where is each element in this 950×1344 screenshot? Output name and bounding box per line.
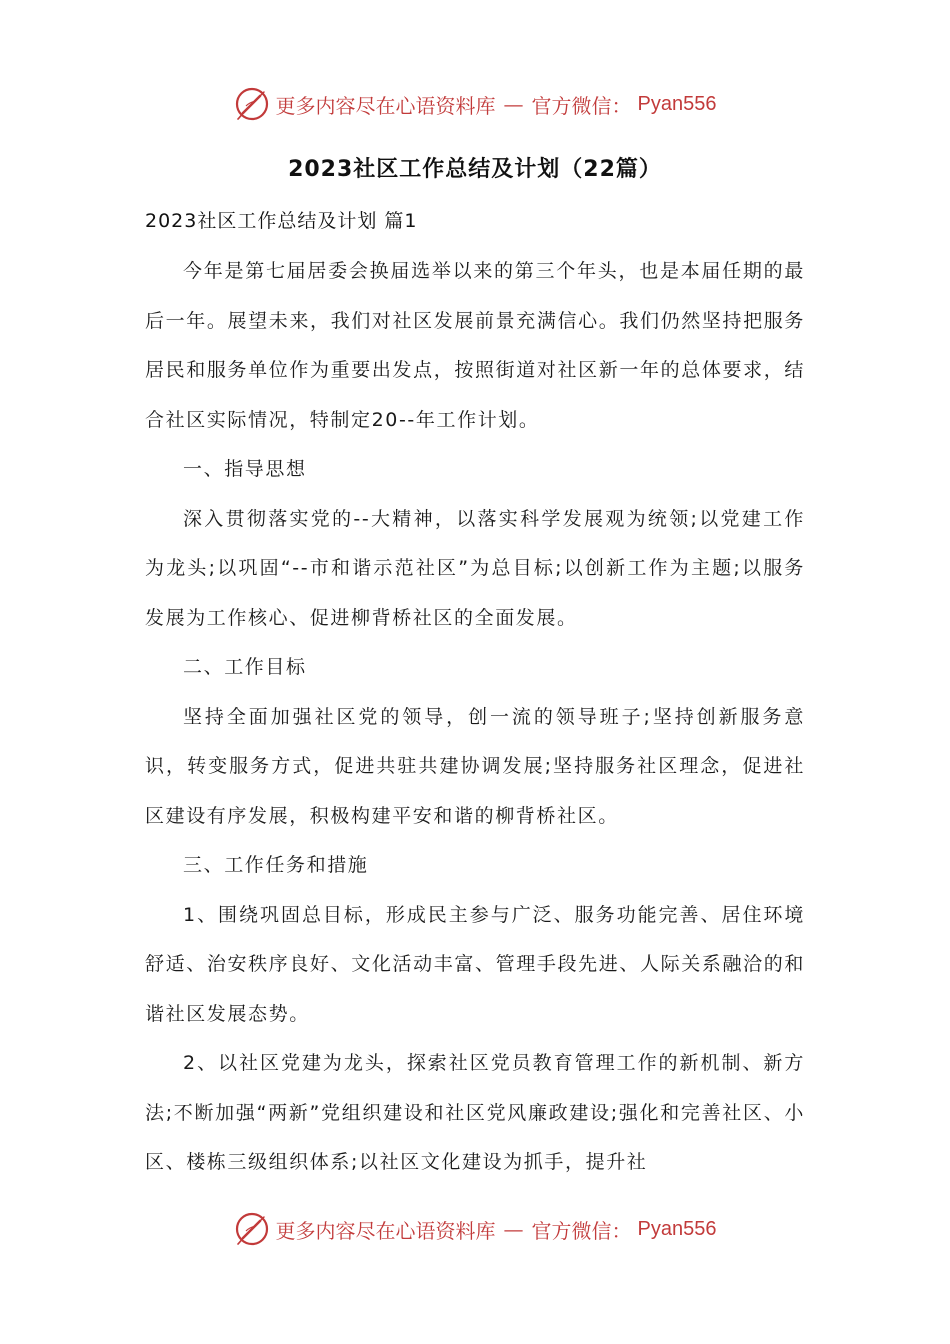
paragraph-work-goals: 坚持全面加强社区党的领导，创一流的领导班子;坚持创新服务意识，转变服务方式，促进共驻共建协调发展;坚持服务社区理念，促进社区建设有序发展，积极构建平安和谐的柳背桥社区。 <box>145 705 805 827</box>
paragraph-task-1: 1、围绕巩固总目标，形成民主参与广泛、服务功能完善、居住环境舒适、治安秩序良好、文化活动丰富、管理手段先进、人际关系融洽的和谐社区发展态势。 <box>145 903 805 1025</box>
pen-logo-icon <box>234 1211 270 1247</box>
watermark-wechat-label: 官方微信： <box>531 1218 632 1243</box>
heading-work-goals: 二、工作目标 <box>183 656 307 678</box>
watermark-separator: — <box>503 92 524 116</box>
watermark-wechat-id: Pyan556 <box>637 92 717 115</box>
paragraph-intro: 今年是第七届居委会换届选举以来的第三个年头，也是本届任期的最后一年。展望未来，我们对社区发展前景充满信心。我们仍然坚持把服务居民和服务单位作为重要出发点，按照街道对社区新一年的总体要求，结合社区实际情况，特制定20--年工作计划。 <box>145 260 805 431</box>
pen-logo-icon <box>234 86 270 122</box>
section-heading: 2023社区工作总结及计划 篇1 <box>145 210 418 232</box>
document-title: 2023社区工作总结及计划（22篇） <box>288 157 662 182</box>
heading-tasks-measures: 三、工作任务和措施 <box>183 854 369 876</box>
watermark-header <box>0 86 950 122</box>
heading-guiding-ideology: 一、指导思想 <box>183 458 307 480</box>
watermark-wechat-id: Pyan556 <box>637 1217 717 1240</box>
watermark-text: 更多内容尽在心语资料库 <box>275 93 496 118</box>
watermark-footer <box>0 1211 950 1247</box>
paragraph-guiding-ideology: 深入贯彻落实党的--大精神，以落实科学发展观为统领;以党建工作为龙头;以巩固“--市和谐示范社区”为总目标;以创新工作为主题;以服务发展为工作核心、促进柳背桥社区的全面发展。 <box>145 507 805 629</box>
watermark-wechat-label: 官方微信： <box>531 93 632 118</box>
watermark-text: 更多内容尽在心语资料库 <box>275 1218 496 1243</box>
watermark-separator: — <box>503 1217 524 1241</box>
document-body <box>145 247 805 1188</box>
paragraph-task-2: 2、以社区党建为龙头，探索社区党员教育管理工作的新机制、新方法;不断加强“两新”党组织建设和社区党风廉政建设;强化和完善社区、小区、楼栋三级组织体系;以社区文化建设为抓手，提升社 <box>145 1052 805 1173</box>
